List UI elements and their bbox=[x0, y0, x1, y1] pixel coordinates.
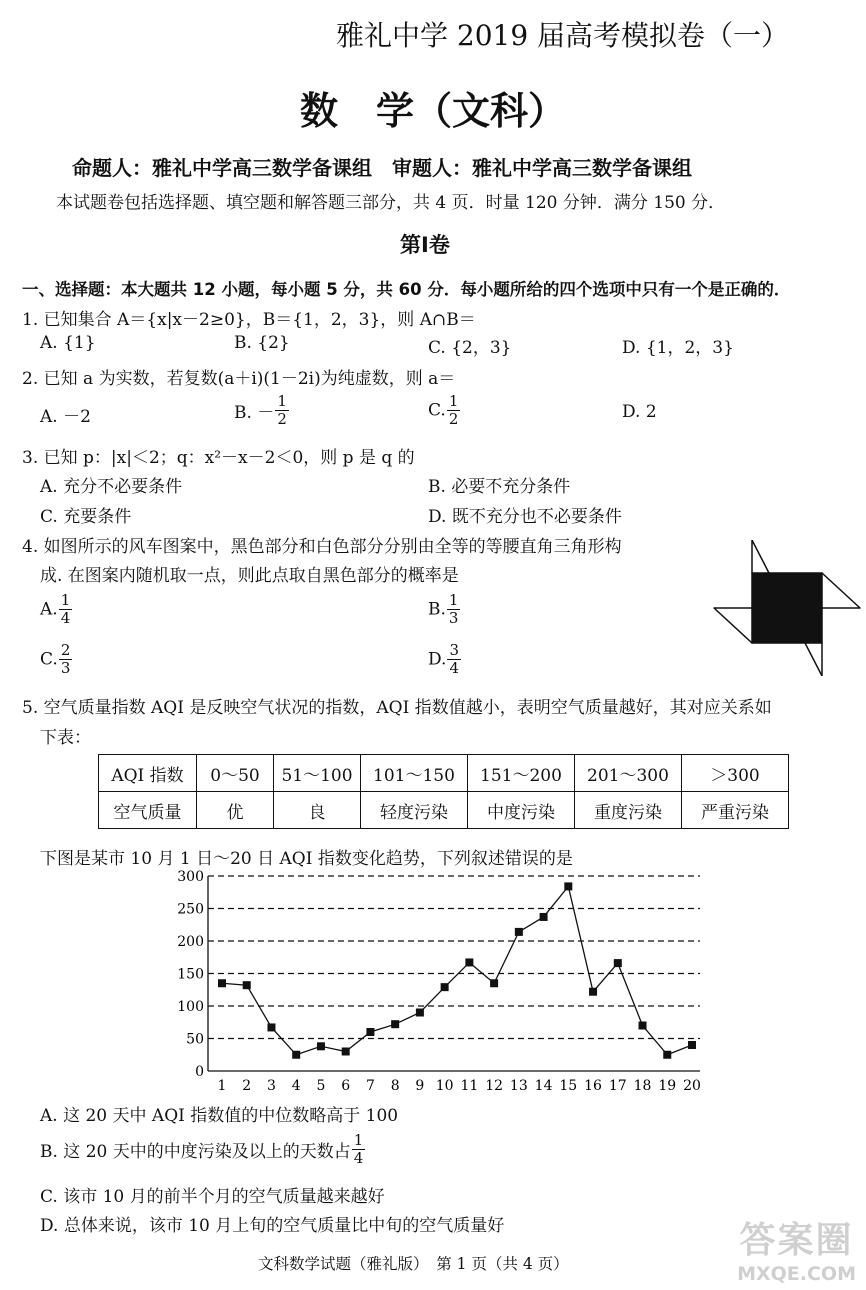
q1-option-a: A. {1} bbox=[40, 333, 96, 353]
y-tick-label: 0 bbox=[195, 1064, 204, 1080]
subject-title: 数 学（文科） bbox=[300, 89, 567, 133]
y-tick-label: 300 bbox=[177, 869, 204, 885]
pinwheel-figure bbox=[712, 540, 862, 676]
q5-stem-line2: 下表： bbox=[40, 728, 91, 748]
aqi-cell: AQI 指数 bbox=[99, 755, 197, 792]
aqi-data-point bbox=[441, 983, 449, 991]
aqi-data-point bbox=[317, 1042, 325, 1050]
q1-option-d: D. {1，2，3} bbox=[622, 338, 734, 358]
aqi-data-point bbox=[589, 988, 597, 996]
x-tick-label: 6 bbox=[341, 1078, 351, 1094]
aqi-data-point bbox=[218, 979, 226, 987]
x-tick-label: 3 bbox=[267, 1078, 276, 1094]
aqi-cell: 101～150 bbox=[361, 755, 468, 792]
x-tick-label: 7 bbox=[365, 1078, 375, 1094]
q4-option-d: D. $\frac{3}{4}$ bbox=[428, 641, 459, 677]
x-tick-label: 15 bbox=[559, 1078, 578, 1094]
x-tick-label: 18 bbox=[633, 1078, 652, 1094]
x-tick-label: 8 bbox=[390, 1078, 400, 1094]
q3-option-c: C. 充要条件 bbox=[40, 507, 132, 527]
exam-intro: 本试题卷包括选择题、填空题和解答题三部分，共 4 页．时量 120 分钟．满分 150 分． bbox=[56, 193, 726, 213]
aqi-cell: ＞300 bbox=[682, 755, 789, 792]
q4-option-c: C. $\frac{2}{3}$ bbox=[40, 641, 71, 677]
x-tick-label: 11 bbox=[460, 1078, 479, 1094]
aqi-cell: 中度污染 bbox=[468, 792, 575, 829]
aqi-cell: 0～50 bbox=[197, 755, 274, 792]
aqi-data-point bbox=[267, 1023, 275, 1031]
aqi-cell: 201～300 bbox=[575, 755, 682, 792]
y-tick-label: 50 bbox=[186, 1031, 204, 1048]
x-tick-label: 2 bbox=[242, 1078, 252, 1094]
page-footer: 文科数学试题（雅礼版） 第 1 页（共 4 页） bbox=[258, 1255, 569, 1273]
x-tick-label: 16 bbox=[584, 1078, 602, 1094]
y-tick-label: 150 bbox=[177, 966, 204, 983]
aqi-data-point bbox=[688, 1041, 696, 1049]
aqi-table-row bbox=[99, 755, 789, 792]
aqi-data-point bbox=[366, 1028, 374, 1036]
x-tick-label: 17 bbox=[608, 1078, 627, 1094]
q5-option-b: B. 这 20 天中的中度污染及以上的天数占 $\frac{1}{4}$ bbox=[40, 1131, 364, 1167]
q4-option-a: A. $\frac{1}{4}$ bbox=[40, 591, 71, 627]
aqi-series-line bbox=[222, 886, 692, 1054]
x-tick-label: 12 bbox=[485, 1078, 504, 1094]
x-tick-label: 1 bbox=[217, 1078, 227, 1094]
x-tick-label: 13 bbox=[509, 1078, 528, 1094]
aqi-table bbox=[98, 754, 789, 829]
q4-stem-line1: 4. 如图所示的风车图案中，黑色部分和白色部分分别由全等的等腰直角三角形构 bbox=[22, 537, 622, 557]
q2-option-d: D. 2 bbox=[622, 402, 657, 422]
aqi-data-point bbox=[490, 979, 498, 987]
q5-option-c: C. 该市 10 月的前半个月的空气质量越来越好 bbox=[40, 1187, 385, 1207]
section-title: 一、选择题：本大题共 12 小题，每小题 5 分，共 60 分．每小题所给的四个选项中只有一个是正确的． bbox=[22, 280, 791, 299]
q5-stem-line1: 5. 空气质量指数 AQI 是反映空气状况的指数，AQI 指数值越小，表明空气质量越好，其对应关系如 bbox=[22, 698, 772, 718]
volume-title: 第Ⅰ卷 bbox=[400, 233, 450, 257]
q3-option-d: D. 既不充分也不必要条件 bbox=[428, 507, 622, 527]
y-tick-label: 100 bbox=[177, 999, 204, 1015]
q5-chart-intro: 下图是某市 10 月 1 日～20 日 AQI 指数变化趋势，下列叙述错误的是 bbox=[40, 849, 573, 869]
x-tick-label: 19 bbox=[658, 1078, 677, 1094]
aqi-data-point bbox=[416, 1009, 424, 1017]
q1-option-b: B. {2} bbox=[234, 333, 290, 353]
x-tick-label: 9 bbox=[415, 1078, 425, 1094]
x-tick-label: 20 bbox=[683, 1078, 701, 1094]
aqi-data-point bbox=[540, 913, 548, 921]
x-tick-label: 10 bbox=[435, 1078, 454, 1094]
q2-stem: 2. 已知 a 为实数，若复数(a＋i)(1－2i)为纯虚数，则 a＝ bbox=[22, 369, 456, 389]
aqi-line-chart bbox=[170, 866, 710, 1098]
aqi-cell: 良 bbox=[274, 792, 361, 829]
aqi-cell: 优 bbox=[197, 792, 274, 829]
q2-option-b: B. － $\frac{1}{2}$ bbox=[234, 392, 287, 428]
aqi-data-point bbox=[465, 958, 473, 966]
q3-option-b: B. 必要不充分条件 bbox=[428, 477, 571, 497]
authors-line: 命题人：雅礼中学高三数学备课组 审题人：雅礼中学高三数学备课组 bbox=[72, 156, 692, 180]
aqi-cell: 严重污染 bbox=[682, 792, 789, 829]
q1-stem: 1. 已知集合 A＝{x|x－2≥0}，B＝{1，2，3}，则 A∩B＝ bbox=[22, 310, 476, 330]
q2-option-c: C. $\frac{1}{2}$ bbox=[428, 392, 459, 428]
aqi-cell: 重度污染 bbox=[575, 792, 682, 829]
school-title: 雅礼中学 2019 届高考模拟卷（一） bbox=[336, 19, 790, 52]
y-tick-label: 200 bbox=[177, 934, 204, 950]
aqi-data-point bbox=[564, 882, 572, 890]
aqi-cell: 轻度污染 bbox=[361, 792, 468, 829]
aqi-data-point bbox=[663, 1051, 671, 1059]
q5-option-d: D. 总体来说，该市 10 月上旬的空气质量比中旬的空气质量好 bbox=[40, 1216, 505, 1236]
aqi-cell: 51～100 bbox=[274, 755, 361, 792]
watermark-url: MXQE.COM bbox=[737, 1263, 856, 1285]
q4-stem-line2: 成. 在图案内随机取一点，则此点取自黑色部分的概率是 bbox=[40, 566, 459, 586]
aqi-table-row bbox=[99, 792, 789, 829]
q3-stem: 3. 已知 p：|x|＜2；q：x²－x－2＜0，则 p 是 q 的 bbox=[22, 448, 415, 468]
aqi-data-point bbox=[292, 1051, 300, 1059]
aqi-data-point bbox=[391, 1020, 399, 1028]
q5-option-a: A. 这 20 天中 AQI 指数值的中位数略高于 100 bbox=[40, 1106, 399, 1126]
q2-option-a: A. －2 bbox=[40, 407, 91, 427]
aqi-data-point bbox=[243, 981, 251, 989]
aqi-data-point bbox=[639, 1022, 647, 1030]
q3-option-a: A. 充分不必要条件 bbox=[40, 477, 183, 497]
x-tick-label: 5 bbox=[316, 1078, 326, 1094]
watermark-mark: 答案圈 bbox=[739, 1219, 854, 1261]
aqi-data-point bbox=[515, 928, 523, 936]
q1-option-c: C. {2，3} bbox=[428, 338, 512, 358]
aqi-cell: 空气质量 bbox=[99, 792, 197, 829]
y-tick-label: 250 bbox=[177, 901, 204, 918]
x-tick-label: 4 bbox=[291, 1078, 301, 1094]
aqi-cell: 151～200 bbox=[468, 755, 575, 792]
q4-option-b: B. $\frac{1}{3}$ bbox=[428, 591, 459, 627]
aqi-data-point bbox=[614, 959, 622, 967]
x-tick-label: 14 bbox=[534, 1078, 553, 1094]
watermark bbox=[737, 1212, 856, 1285]
aqi-data-point bbox=[342, 1048, 350, 1056]
